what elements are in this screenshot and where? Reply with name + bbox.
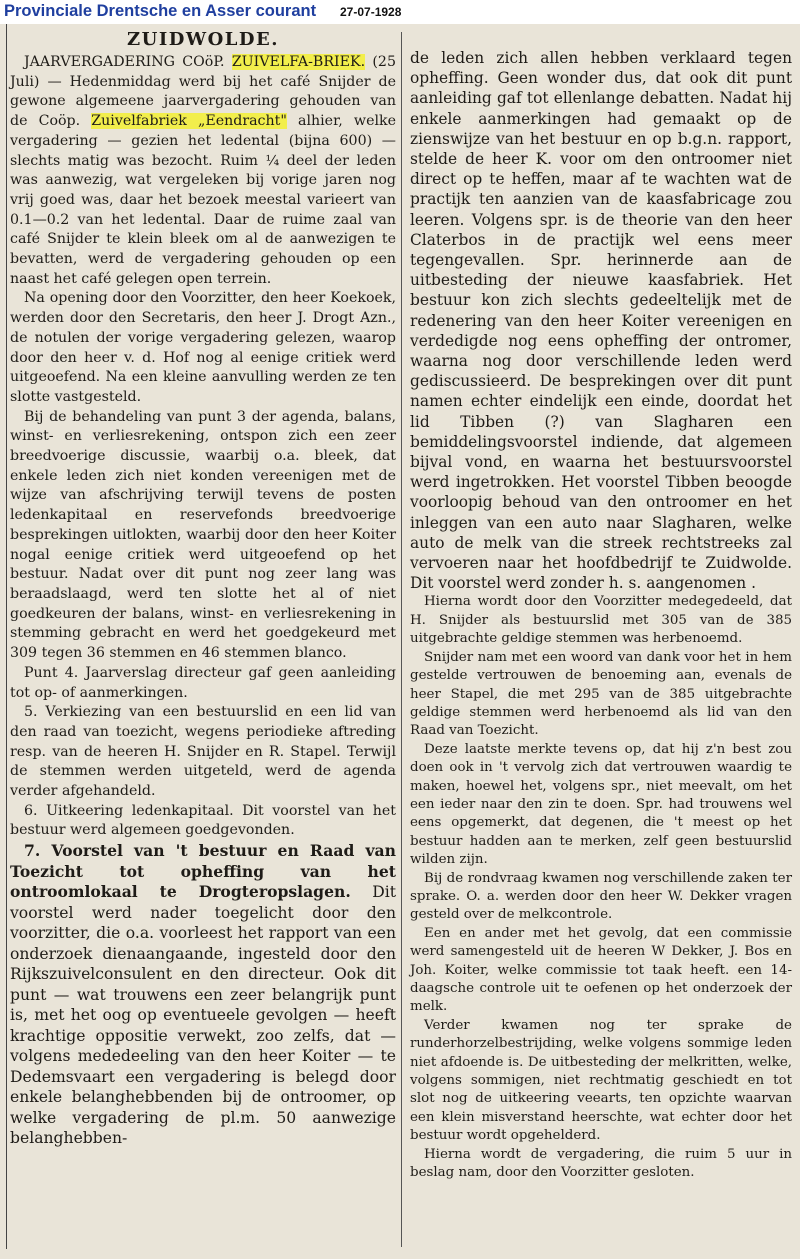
highlight-eendracht: Zuivelfabriek „Eendracht" <box>91 113 287 130</box>
paragraph-1-c: (25 Juli) — Hedenmiddag werd bij het café Snijder de gewone algemeene jaarvergadering gehouden van de Coöp. <box>10 54 396 130</box>
highlight-zuivelfabriek: ZUIVELFA-BRIEK. <box>231 54 366 70</box>
page-header <box>0 0 800 24</box>
paragraph-8: de leden zich allen hebben verklaard tegen opheffing. Geen wonder dus, dat ook dit punt aanleiding gaf tot ellenlange debatten. Nadat hij enkele aanmerkingen had gemaakt op de zienswijze van het bestuur en op b.g.n. rapport, stelde de heer K. voor om den ontroomer niet direct op te heffen, maar af te wachten wat de practijk ten aanzien van de kaasfabricage zou leeren. Volgens spr. is de theorie van den heer Claterbos in de practijk wel eens meer tegengevallen. Spr. herinnerde aan de uitbesteding der nieuwe kaasfabriek. Het bestuur kon zich slechts gedeeltelijk met de redenering van den heer Koiter vereenigen en verdedigde nog eens opheffing der ontromer, waarna nog door verschillende leden werd gediscussieerd. De besprekingen over dit punt namen echter eindelijk een einde, doordat het lid Tibben (?) van Slagharen een bemiddelingsvoorstel indiende, dat algemeen bijval vond, en waarna het bestuursvoorstel werd ingetrokken. Het voorstel Tibben beoogde voorloopig behoud van den ontroomer en het inleggen van een auto naar Slagharen, welke auto de melk van die streek rechtstreeks zal vervoeren naar het hoofdbedrijf te Zuidwolde. Dit voorstel werd zonder h. s. aangenomen . <box>410 49 792 593</box>
paragraph-9: Hierna wordt door den Voorzitter medegedeeld, dat H. Snijder als bestuurslid met 305 van de 385 uitgebrachte geldige stemmen was herbenoemd. <box>410 594 792 647</box>
article-column-right <box>410 48 792 1182</box>
column-divider <box>401 32 402 1247</box>
paragraph-7-body: Dit voorstel werd nader toegelicht door den voorzitter, die o.a. voorleest het rapport van een onderzoek dienaangaande, ingesteld door den Rijkszuivelconsulent en den directeur. Ook dit punt — wat trouwens een zeer belangrijk punt is, met het oog op eventueele gevolgen — heeft krachtige oppositie verwekt, zoo zelfs, dat — volgens mededeeling van den heer Koiter — te Dedemsvaart een vergadering is belegd door enkele belanghebbenden bij de ontroomer, op welke vergadering de pl.m. 50 aanwezige belanghebben- <box>10 883 396 1148</box>
paragraph-2: Na opening door den Voorzitter, den heer Koekoek, werden door den Secretaris, den heer J. Drogt Azn., de notulen der vorige vergadering gelezen, waarop door den heer v. d. Hof nog al eenige critiek werd uitgeoefend. Na een kleine aanvulling werden ze ten slotte vastgesteld. <box>10 290 396 405</box>
paragraph-3: Bij de behandeling van punt 3 der agenda, balans, winst- en verliesrekening, ontspon zich een zeer breedvoerige discussie, waarbij o.a. bleek, dat enkele leden zich niet konden vereenigen met de wijze van afschrijving terwijl tevens de posten ledenkapitaal en reservefonds breedvoerige besprekingen uitlokten, waarbij door den heer Koiter nogal eenige critiek werd uitgeoefend op het bestuur. Nadat over dit punt nog zeer lang was beraadslaagd, werd ten slotte het al of niet goedkeuren der balans, winst- en verliesrekening in stemming gebracht en werd het goedgekeurd met 309 tegen 36 stemmen en 46 stemmen blanco. <box>10 408 396 662</box>
paragraph-1-a: JAARVERGADERING COöP. <box>24 54 232 70</box>
paragraph-13: Een en ander met het gevolg, dat een commissie werd samengesteld uit de heeren W Dekker, J. Bos en Joh. Koiter, welke commissie tot taak heeft. een 14-daagsche controle uit te oefenen op het onderzoek der melk. <box>410 925 792 1015</box>
paragraph-10: Snijder nam met een woord van dank voor het in hem gestelde vertrouwen de benoeming aan, evenals de heer Stapel, die met 295 van de 385 uitgebrachte geldige stemmen werd herbenoemd als lid van den Raad van Toezicht. <box>410 649 792 739</box>
article-title: ZUIDWOLDE. <box>126 29 279 50</box>
paragraph-6: 6. Uitkeering ledenkapitaal. Dit voorstel van het bestuur werd algemeen goedgevonden. <box>10 802 396 839</box>
paragraph-14: Verder kwamen nog ter sprake de runderhorzelbestrijding, welke volgens sommige leden niet afdoende is. De uitbesteding der melkritten, welke, volgens sommigen, niet rechtmatig geschiedt en tot slot nog de uitkeering veearts, ten opzichte waarvan een klein misverstand heerschte, wat echter door het bestuur wordt opgehelderd. <box>410 1017 792 1144</box>
article-column-left <box>10 24 396 1149</box>
paragraph-11: Deze laatste merkte tevens op, dat hij z'n best zou doen ook in 't vervolg zich dat vertrouwen waardig te maken, hoewel het, volgens spr., niet meevalt, om het een ieder naar den zin te doen. Spr. had trouwens wel eens opgemerkt, dat degenen, die 't meest op het bestuur hadden aan te merken, zelf geen bestuurslid wilden zijn. <box>410 741 792 868</box>
paragraph-7-heading: 7. Voorstel van 't bestuur en Raad van Toezicht tot opheffing van het ontroomlokaal te Drogteropslagen. <box>10 841 396 902</box>
publication-date: 27-07-1928 <box>340 5 402 19</box>
left-border-rule <box>6 24 7 1249</box>
paragraph-4: Punt 4. Jaarverslag directeur gaf geen aanleiding tot op- of aanmerkingen. <box>10 664 396 701</box>
paragraph-1 <box>10 53 396 289</box>
paragraph-7 <box>10 841 396 1149</box>
newspaper-title: Provinciale Drentsche en Asser courant <box>4 2 317 20</box>
paragraph-5: 5. Verkiezing van een bestuurslid en een lid van den raad van toezicht, wegens periodieke aftreding resp. van de heeren H. Snijder en R. Stapel. Terwijl de stemmen werden uitgeteld, werd de agenda verder afgehandeld. <box>10 704 396 800</box>
paragraph-15: Hierna wordt de vergadering, die ruim 5 uur in beslag nam, door den Voorzitter gesloten. <box>410 1146 792 1181</box>
paragraph-1-e: alhier, welke vergadering — gezien het ledental (bijna 600) — slechts matig was bezocht. Ruim ¼ deel der leden was aanwezig, wat vergeleken bij vorige jaren nog vrij goed was, daar het bezoek meestal varieert van 0.1—0.2 van het ledental. Daar de ruime zaal van café Snijder te klein bleek om al de aanwezigen te bevatten, werd de vergadering gehouden op een naast het café gelegen open terrein. <box>10 113 397 287</box>
paragraph-12: Bij de rondvraag kwamen nog verschillende zaken ter sprake. O. a. werden door den heer W. Dekker vragen gesteld over de melkcontrole. <box>410 870 792 923</box>
